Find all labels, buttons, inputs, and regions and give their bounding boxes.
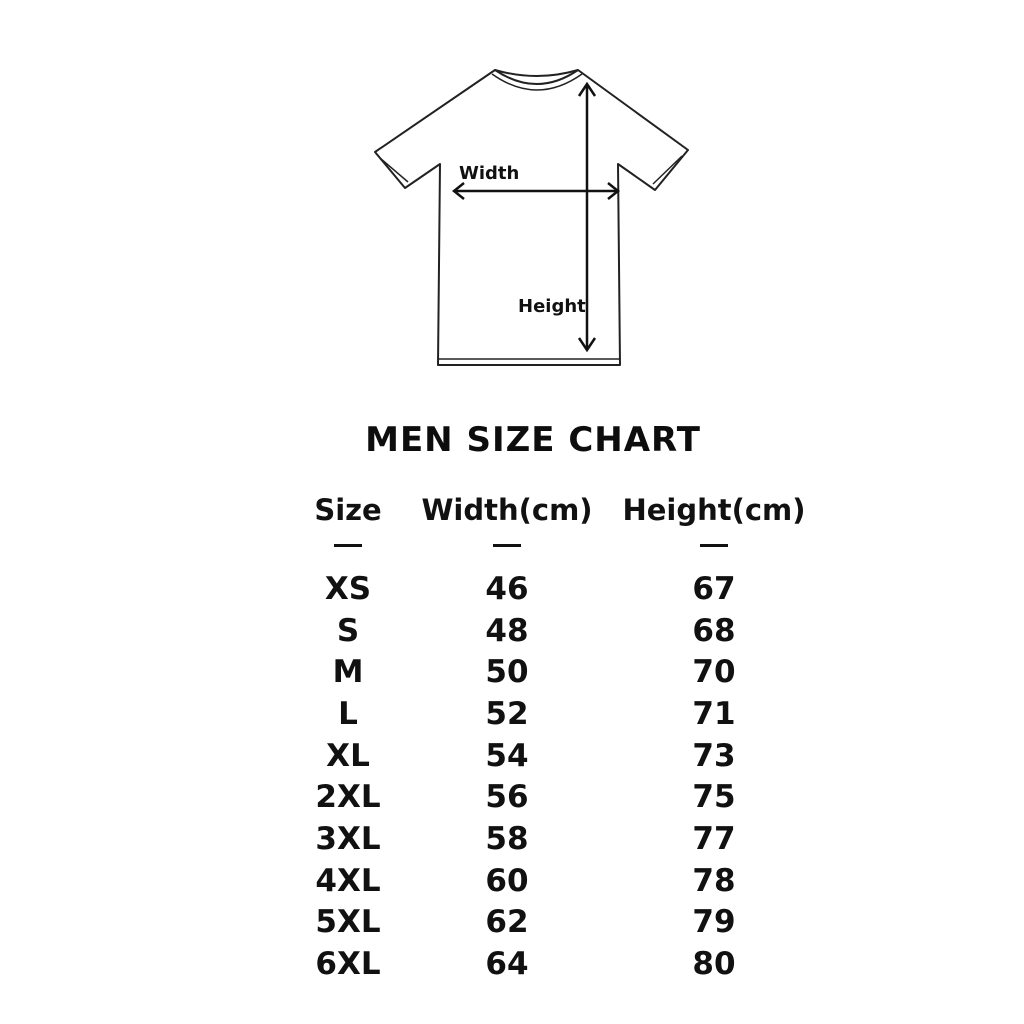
page-title: MEN SIZE CHART xyxy=(365,420,701,460)
tshirt-diagram xyxy=(370,60,700,380)
height-cell: 78 xyxy=(692,862,736,899)
height-cell: 80 xyxy=(692,946,736,983)
width-cell: 54 xyxy=(485,737,529,774)
height-cell: 77 xyxy=(692,820,736,857)
table-row xyxy=(300,651,810,693)
size-cell: L xyxy=(338,695,358,732)
width-cell: 48 xyxy=(485,612,529,649)
height-cell: 73 xyxy=(692,737,736,774)
height-cell: 68 xyxy=(692,612,736,649)
table-row xyxy=(300,902,810,944)
table-row xyxy=(300,776,810,818)
width-cell: 64 xyxy=(485,946,529,983)
size-table xyxy=(300,487,810,985)
table-row xyxy=(300,568,810,610)
table-header-row xyxy=(300,487,810,532)
header-divider xyxy=(700,544,728,547)
size-cell: XL xyxy=(326,737,370,774)
table-row xyxy=(300,610,810,652)
size-cell: 4XL xyxy=(315,862,381,899)
height-cell: 67 xyxy=(692,570,736,607)
table-row xyxy=(300,943,810,985)
width-cell: 46 xyxy=(485,570,529,607)
table-row xyxy=(300,693,810,735)
size-cell: 6XL xyxy=(315,946,381,983)
size-cell: S xyxy=(336,612,360,649)
size-cell: 5XL xyxy=(315,904,381,941)
header-size: Size xyxy=(314,492,382,527)
height-cell: 75 xyxy=(692,779,736,816)
table-row xyxy=(300,818,810,860)
header-width: Width(cm) xyxy=(421,492,593,527)
width-cell: 58 xyxy=(485,820,529,857)
width-cell: 62 xyxy=(485,904,529,941)
height-cell: 70 xyxy=(692,654,736,691)
header-divider xyxy=(493,544,521,547)
size-cell: M xyxy=(332,654,364,691)
header-divider xyxy=(334,544,362,547)
header-divider-row xyxy=(300,532,810,568)
width-cell: 60 xyxy=(485,862,529,899)
height-label: Height xyxy=(518,296,586,317)
height-cell: 71 xyxy=(692,695,736,732)
width-cell: 50 xyxy=(485,654,529,691)
table-row xyxy=(300,860,810,902)
size-cell: XS xyxy=(324,570,372,607)
table-row xyxy=(300,735,810,777)
header-height: Height(cm) xyxy=(622,492,806,527)
width-label: Width xyxy=(459,163,520,184)
size-cell: 2XL xyxy=(315,779,381,816)
tshirt-outline-icon xyxy=(370,60,700,380)
width-cell: 52 xyxy=(485,695,529,732)
height-cell: 79 xyxy=(692,904,736,941)
size-cell: 3XL xyxy=(315,820,381,857)
width-cell: 56 xyxy=(485,779,529,816)
